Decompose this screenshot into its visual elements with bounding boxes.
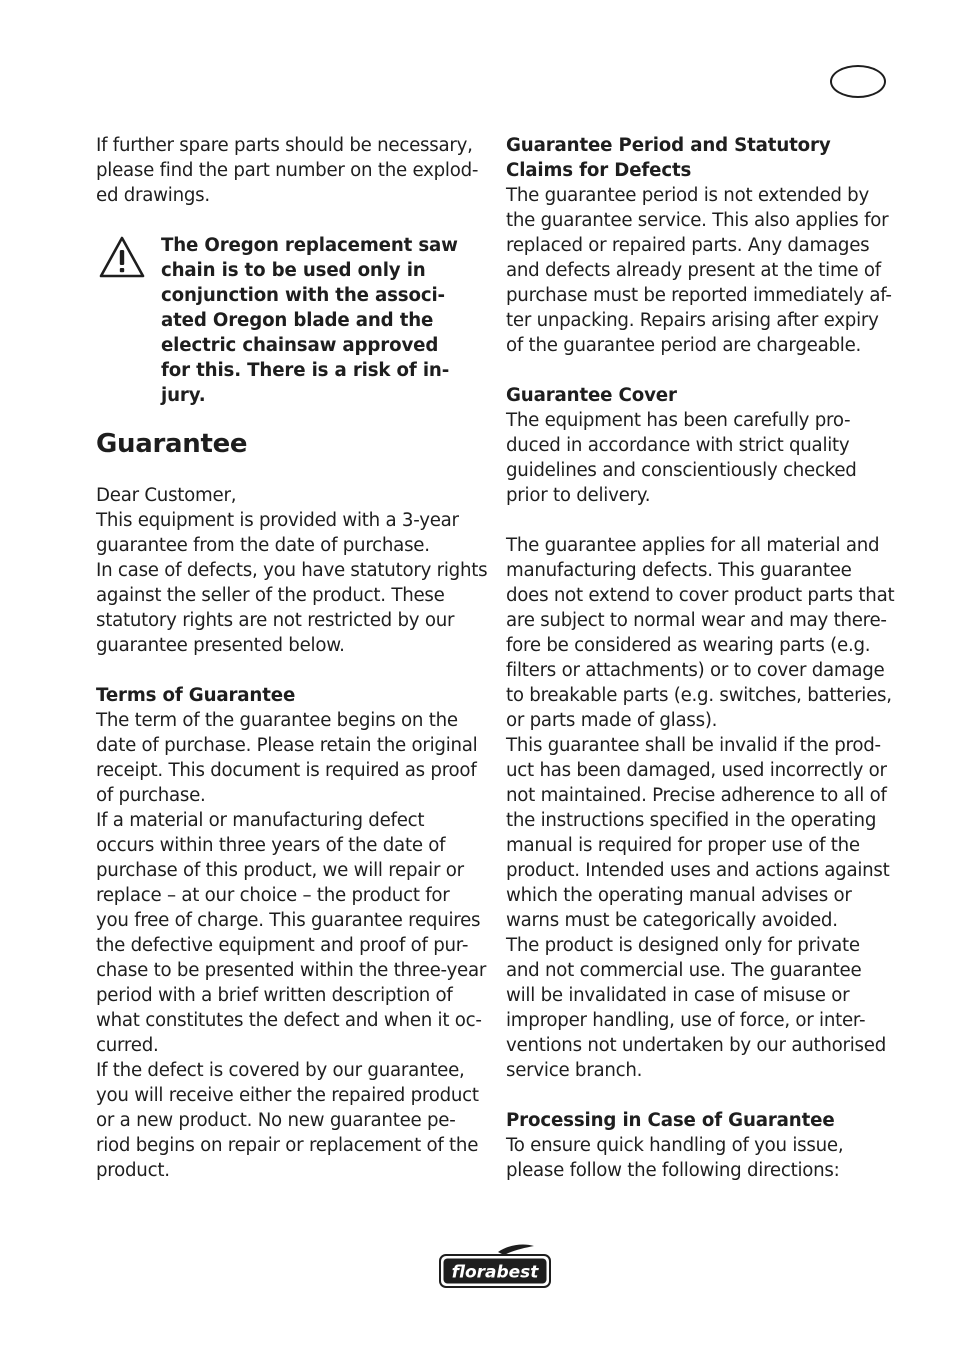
text-line: guarantee presented below. (96, 635, 345, 656)
guarantee-cover-title: Guarantee Cover (506, 385, 677, 406)
guarantee-heading: Guarantee (96, 429, 248, 459)
text-line: product. (96, 1160, 170, 1181)
text-line: the instructions specified in the operating (506, 810, 877, 831)
florabest-logo (438, 1242, 552, 1290)
text-line: purchase of this product, we will repair or (96, 860, 464, 881)
text-line: you free of charge. This guarantee requires (96, 910, 481, 931)
text-line: In case of defects, you have statutory rights (96, 560, 488, 581)
text-line: This equipment is provided with a 3-year (96, 510, 459, 531)
text-line: To ensure quick handling of you issue, (506, 1135, 844, 1156)
text-line: fore be considered as wearing parts (e.g. (506, 635, 871, 656)
text-line: not maintained. Precise adherence to all of (506, 785, 887, 806)
text-line: the defective equipment and proof of pur- (96, 935, 469, 956)
text-line: replaced or repaired parts. Any damages (506, 235, 870, 256)
text-line: the guarantee service. This also applies for (506, 210, 889, 231)
text-line: of purchase. (96, 785, 206, 806)
text-line: manual is required for proper use of the (506, 835, 860, 856)
text-line: prior to delivery. (506, 485, 651, 506)
text-line: This guarantee shall be invalid if the prod- (506, 735, 881, 756)
warning-line: chain is to be used only in (161, 260, 426, 281)
text-line: please find the part number on the explod- (96, 160, 479, 181)
text-line: period with a brief written description of (96, 985, 453, 1006)
text-line: curred. (96, 1035, 159, 1056)
text-line: which the operating manual advises or (506, 885, 852, 906)
warning-line: for this. There is a risk of in- (161, 360, 450, 381)
guarantee-cover-paragraph (506, 408, 896, 508)
text-line: purchase must be reported immediately af- (506, 285, 892, 306)
warning-notice (96, 233, 486, 408)
warning-triangle-icon (98, 235, 146, 279)
warning-line: The Oregon replacement saw (161, 235, 458, 256)
text-line: manufacturing defects. This guarantee (506, 560, 852, 581)
left-column (96, 133, 486, 1183)
guarantee-period-title: Claims for Defects (506, 160, 692, 181)
text-line: does not extend to cover product parts that (506, 585, 895, 606)
text-line: to breakable parts (e.g. switches, batteries, (506, 685, 892, 706)
language-badge (830, 65, 886, 98)
text-line: occurs within three years of the date of (96, 835, 446, 856)
text-line: what constitutes the defect and when it oc- (96, 1010, 482, 1031)
right-column (506, 133, 896, 1183)
text-line: ed drawings. (96, 185, 210, 206)
text-line: filters or attachments) or to cover damage (506, 660, 885, 681)
text-line: Dear Customer, (96, 485, 237, 506)
text-line: improper handling, use of force, or inter- (506, 1010, 866, 1031)
processing-paragraph (506, 1133, 896, 1183)
logo-text: florabest (451, 1262, 539, 1283)
text-line: against the seller of the product. These (96, 585, 445, 606)
text-line: will be invalidated in case of misuse or (506, 985, 850, 1006)
warning-line: jury. (161, 385, 206, 406)
text-line: The guarantee period is not extended by (506, 185, 869, 206)
text-line: or a new product. No new guarantee pe- (96, 1110, 456, 1131)
text-line: are subject to normal wear and may there- (506, 610, 887, 631)
text-line: and not commercial use. The guarantee (506, 960, 862, 981)
terms-of-guarantee-title: Terms of Guarantee (96, 685, 296, 706)
text-line: and defects already present at the time of (506, 260, 881, 281)
text-line: statutory rights are not restricted by our (96, 610, 455, 631)
greeting-paragraph (96, 483, 486, 658)
text-line: of the guarantee period are chargeable. (506, 335, 862, 356)
warning-line: conjunction with the associ- (161, 285, 445, 306)
guarantee-applies-paragraph (506, 533, 896, 1083)
text-line: replace – at our choice – the product for (96, 885, 450, 906)
warning-line: electric chainsaw approved (161, 335, 439, 356)
text-line: If the defect is covered by our guarantee, (96, 1060, 465, 1081)
text-line: date of purchase. Please retain the original (96, 735, 478, 756)
text-line: If further spare parts should be necessary, (96, 135, 473, 156)
text-line: riod begins on repair or replacement of the (96, 1135, 479, 1156)
text-line: service branch. (506, 1060, 643, 1081)
terms-paragraph (96, 708, 486, 1183)
text-line: or parts made of glass). (506, 710, 718, 731)
processing-title: Processing in Case of Guarantee (506, 1110, 835, 1131)
text-line: duced in accordance with strict quality (506, 435, 850, 456)
text-line: The term of the guarantee begins on the (96, 710, 458, 731)
text-line: product. Intended uses and actions against (506, 860, 890, 881)
text-line: chase to be presented within the three-year (96, 960, 487, 981)
text-line: you will receive either the repaired product (96, 1085, 479, 1106)
intro-paragraph (96, 133, 486, 208)
text-line: ter unpacking. Repairs arising after expiry (506, 310, 879, 331)
text-line: please follow the following directions: (506, 1160, 840, 1181)
text-line: If a material or manufacturing defect (96, 810, 425, 831)
guarantee-period-title: Guarantee Period and Statutory (506, 135, 831, 156)
warning-line: ated Oregon blade and the (161, 310, 434, 331)
text-line: The equipment has been carefully pro- (506, 410, 851, 431)
text-line: warns must be categorically avoided. (506, 910, 838, 931)
text-line: The guarantee applies for all material and (506, 535, 880, 556)
text-line: ventions not undertaken by our authorised (506, 1035, 887, 1056)
guarantee-period-paragraph (506, 183, 896, 358)
text-line: guarantee from the date of purchase. (96, 535, 430, 556)
text-line: uct has been damaged, used incorrectly or (506, 760, 887, 781)
text-line: The product is designed only for private (506, 935, 860, 956)
text-line: guidelines and conscientiously checked (506, 460, 857, 481)
text-line: receipt. This document is required as proof (96, 760, 477, 781)
